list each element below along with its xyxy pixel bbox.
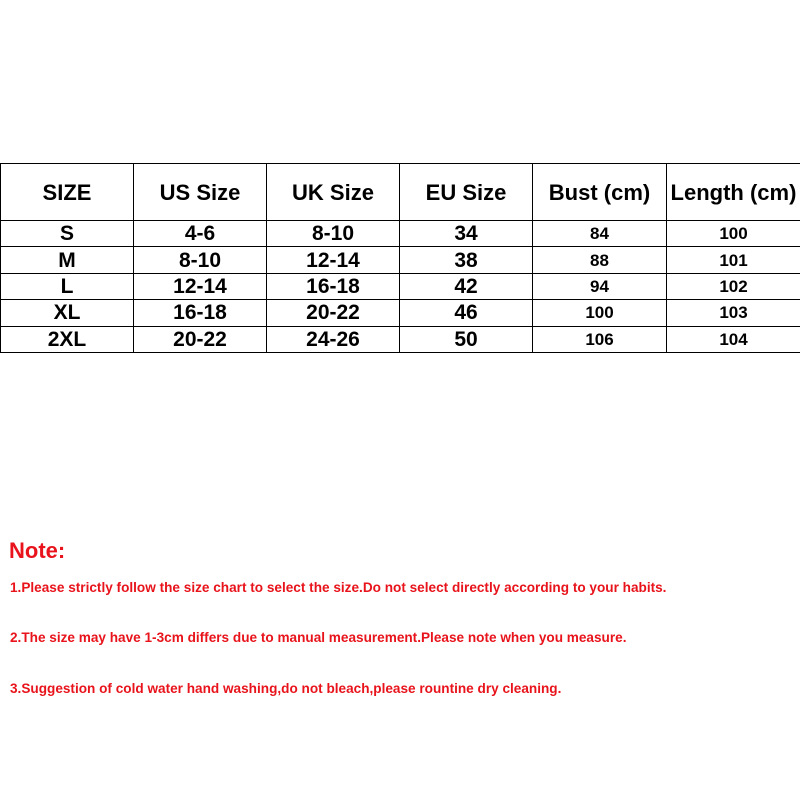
header-us-size: US Size (134, 164, 267, 221)
header-bust: Bust (cm) (533, 164, 667, 221)
bust-cell: 106 (533, 326, 667, 352)
us-size-cell: 12-14 (134, 273, 267, 299)
us-size-cell: 20-22 (134, 326, 267, 352)
uk-size-cell: 8-10 (267, 221, 400, 247)
header-eu-size: EU Size (400, 164, 533, 221)
size-cell: 2XL (1, 326, 134, 352)
header-size: SIZE (1, 164, 134, 221)
length-cell: 101 (667, 247, 800, 273)
header-uk-size: UK Size (267, 164, 400, 221)
length-cell: 104 (667, 326, 800, 352)
uk-size-cell: 24-26 (267, 326, 400, 352)
note-title: Note: (9, 538, 66, 563)
length-cell: 100 (667, 221, 800, 247)
table-header-row (1, 164, 800, 221)
us-size-cell: 4-6 (134, 221, 267, 247)
bust-cell: 88 (533, 247, 667, 273)
header-length: Length (cm) (667, 164, 800, 221)
table-row (1, 221, 800, 247)
eu-size-cell: 34 (400, 221, 533, 247)
table-row (1, 300, 800, 326)
note-line-2: 2.The size may have 1-3cm differs due to manual measurement.Please note when you measure. (10, 630, 627, 645)
size-chart-table (0, 163, 800, 353)
size-cell: L (1, 273, 134, 299)
eu-size-cell: 50 (400, 326, 533, 352)
us-size-cell: 8-10 (134, 247, 267, 273)
length-cell: 102 (667, 273, 800, 299)
eu-size-cell: 46 (400, 300, 533, 326)
us-size-cell: 16-18 (134, 300, 267, 326)
bust-cell: 100 (533, 300, 667, 326)
uk-size-cell: 20-22 (267, 300, 400, 326)
table-row (1, 326, 800, 352)
eu-size-cell: 42 (400, 273, 533, 299)
bust-cell: 84 (533, 221, 667, 247)
size-cell: M (1, 247, 134, 273)
length-cell: 103 (667, 300, 800, 326)
table-row (1, 247, 800, 273)
size-cell: S (1, 221, 134, 247)
size-cell: XL (1, 300, 134, 326)
note-line-1: 1.Please strictly follow the size chart to select the size.Do not select directly according to your habits. (10, 580, 667, 595)
uk-size-cell: 16-18 (267, 273, 400, 299)
note-line-3: 3.Suggestion of cold water hand washing,do not bleach,please rountine dry cleaning. (10, 681, 562, 696)
eu-size-cell: 38 (400, 247, 533, 273)
bust-cell: 94 (533, 273, 667, 299)
table-row (1, 273, 800, 299)
uk-size-cell: 12-14 (267, 247, 400, 273)
